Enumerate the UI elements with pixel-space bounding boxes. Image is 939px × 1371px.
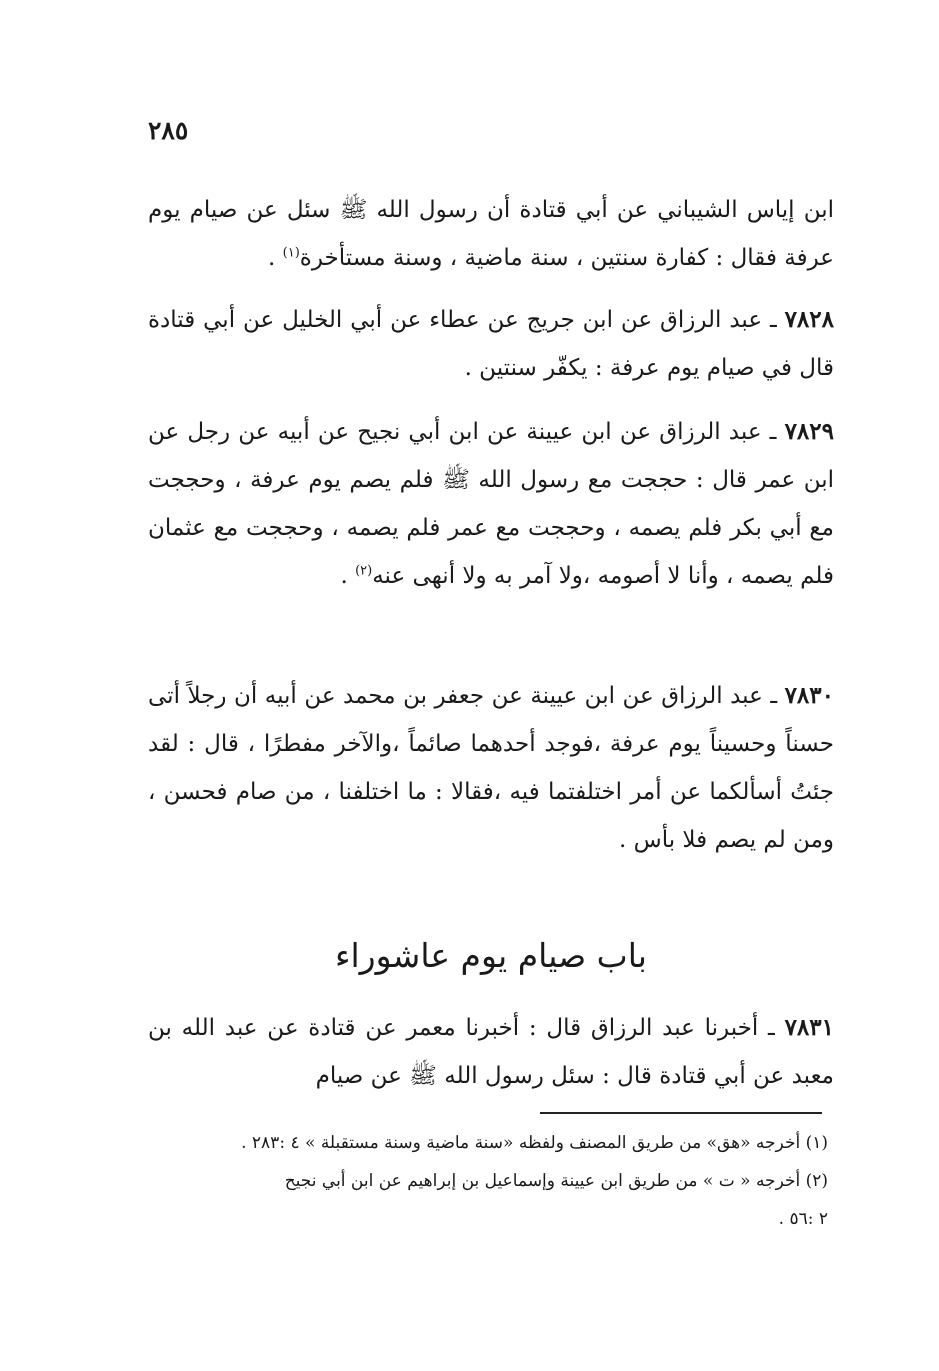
page-number: ٢٨٥: [148, 116, 189, 145]
footnote-text: أخرجه « ت » من طريق ابن عيينة وإسماعيل بن إبراهيم عن ابن أبي نجيح: [284, 1171, 806, 1191]
footnotes: [148, 1124, 828, 1238]
footnote-ref-1: (١): [282, 245, 300, 261]
hadith-text: ـ عبد الرزاق عن ابن جريج عن عطاء عن أبي الخليل عن أبي قتادة قال في صيام يوم عرفة : يكفّر سنتين .: [148, 307, 834, 381]
footnote-ref-2: (٢): [355, 563, 373, 579]
hadith-text: ـ أخبرنا عبد الرزاق قال : أخبرنا معمر عن قتادة عن عبد الله بن معبد عن أبي قتادة قال : سئل رسول الله ﷺ عن صيام: [148, 1015, 834, 1089]
hadith-7830: [148, 672, 834, 864]
footnote-marker: (٢): [805, 1171, 828, 1191]
hadith-number: ٧٨٢٨: [784, 306, 834, 333]
footnote-1: [148, 1124, 828, 1162]
paragraph-text: ابن إياس الشيباني عن أبي قتادة أن رسول الله ﷺ سئل عن صيام يوم عرفة فقال : كفارة سنتين ، سنة ماضية ، وسنة مستأخرة: [148, 197, 834, 271]
hadith-number: ٧٨٣٠: [784, 682, 834, 709]
hadith-number: ٧٨٣١: [784, 1014, 834, 1041]
hadith-text: ـ عبد الرزاق عن ابن عيينة عن ابن أبي نجيح عن أبيه عن رجل عن ابن عمر قال : حججت مع رسول الله ﷺ فلم يصم يوم عرفة ، وحججت مع أبي بكر فلم يصمه ، وحججت مع عمر فلم يصمه ، وحججت مع عثمان فلم يصمه ، وأنا لا أصومه ،ولا آمر به ولا أنهى عنه: [148, 419, 834, 589]
hadith-number: ٧٨٢٩: [784, 418, 834, 445]
footnote-divider: [540, 1112, 822, 1114]
paragraph-continuation: [148, 186, 834, 282]
chapter-title: باب صيام يوم عاشوراء: [335, 936, 647, 975]
paragraph-end: .: [268, 245, 283, 271]
footnote-marker: (١): [805, 1133, 828, 1153]
hadith-7831: [148, 1004, 834, 1100]
hadith-text: ـ عبد الرزاق عن ابن عيينة عن جعفر بن محمد عن أبيه أن رجلاً أتى حسناً وحسيناً يوم عرفة ،فوجد أحدهما صائماً ،والآخر مفطرًا ، قال : لقد جئتُ أسألكما عن أمر اختلفتما فيه ،فقالا : ما اختلفنا ، من صام فحسن ، ومن لم يصم فلا بأس .: [148, 683, 834, 853]
footnote-text: أخرجه «هق» من طريق المصنف ولفظه «سنة ماضية وسنة مستقبلة » ٤ :٢٨٣ .: [241, 1133, 806, 1153]
hadith-7829: [148, 408, 834, 600]
hadith-7828: [148, 296, 834, 392]
paragraph-end: .: [340, 563, 356, 589]
footnote-2-continuation: ٢ :٥٦ .: [778, 1209, 828, 1229]
footnote-2: [148, 1162, 828, 1200]
